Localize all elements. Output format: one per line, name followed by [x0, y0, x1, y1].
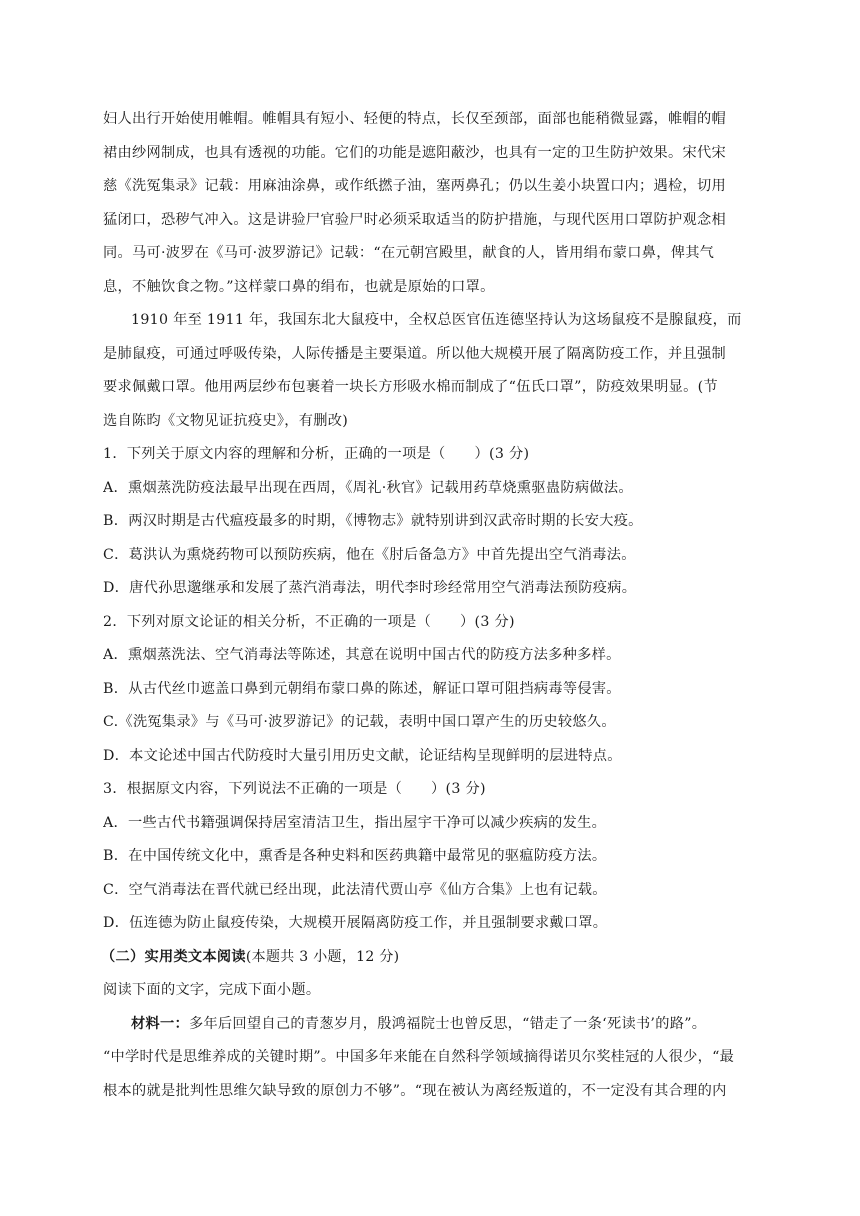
question-3 — [103, 776, 763, 944]
answer-option: C．葛洪认为熏烧药物可以预防疾病，他在《肘后备急方》中首先提出空气消毒法。 — [103, 546, 636, 563]
section-heading — [101, 944, 763, 978]
section-title: （二）实用类文本阅读 — [101, 948, 246, 965]
material-text: 多年后回望自己的青葱岁月，殷鸿福院士也曾反思，“错走了一条‘死读书’的路”。 — [188, 1015, 707, 1032]
material-label: 材料一： — [131, 1015, 189, 1032]
answer-option: A．熏烟蒸洗法、空气消毒法等陈述，其意在说明中国古代的防疫方法多种多样。 — [103, 647, 621, 663]
answer-option: A．一些古代书籍强调保持居室清洁卫生，指出屋宇干净可以减少疾病的发生。 — [103, 814, 607, 831]
text-line: 1910 年至 1911 年，我国东北大鼠疫中，全权总医官伍连德坚持认为这场鼠疫不是腺鼠疫，而 — [131, 312, 742, 328]
answer-option: C．空气消毒法在晋代就已经出现，此法清代贾山亭《仙方合集》上也有记载。 — [103, 881, 607, 898]
text-line: 选自陈昀《文物见证抗疫史》，有删改) — [103, 412, 349, 429]
answer-option: D．本文论述中国古代防疫时大量引用历史文献，论证结构呈现鲜明的层进特点。 — [103, 747, 622, 764]
text-line: 裙由纱网制成，也具有透视的功能。它们的功能是遮阳蔽沙，也具有一定的卫生防护效果。宋代宋 — [103, 144, 726, 161]
text-line: “中学时代是思维养成的关键时期”。中国多年来能在自然科学领域摘得诺贝尔奖桂冠的人很少，“最 — [103, 1049, 735, 1065]
material-one — [103, 1011, 763, 1112]
answer-option: C.《洗冤集录》与《马可·波罗游记》的记载，表明中国口罩产生的历史较悠久。 — [103, 714, 616, 730]
answer-option: A．熏烟蒸洗防疫法最早出现在西周，《周礼·秋官》记载用药草烧熏驱蛊防病做法。 — [103, 479, 633, 496]
passage-paragraph-1 — [103, 106, 763, 307]
section-note: (本题共 3 小题，12 分) — [245, 948, 400, 965]
question-stem: 1．下列关于原文内容的理解和分析，正确的一项是（ ）(3 分) — [103, 446, 530, 462]
passage-paragraph-2 — [103, 307, 763, 441]
text-line: 是肺鼠疫，可通过呼吸传染，人际传播是主要渠道。所以他大规模开展了隔离防疫工作，并且强制 — [103, 345, 726, 362]
document-page — [103, 106, 763, 1111]
answer-option: B．在中国传统文化中，熏香是各种史料和医药典籍中最常见的驱瘟防疫方法。 — [103, 848, 607, 864]
answer-option: D．唐代孙思邈继承和发展了蒸汽消毒法，明代李时珍经常用空气消毒法预防疫病。 — [103, 580, 637, 596]
question-1 — [103, 441, 763, 609]
text-line: 要求佩戴口罩。他用两层纱布包裹着一块长方形吸水棉而制成了“伍氏口罩”，防疫效果明显。(节 — [103, 379, 718, 395]
answer-option: B．从古代丝巾遮盖口鼻到元朝绢布蒙口鼻的陈述，解证口罩可阻挡病毒等侵害。 — [103, 680, 621, 697]
question-2 — [103, 609, 763, 777]
answer-option: D．伍连德为防止鼠疫传染，大规模开展隔离防疫工作，并且强制要求戴口罩。 — [103, 915, 608, 931]
text-line — [103, 1011, 763, 1045]
text-line: 根本的就是批判性思维欠缺导致的原创力不够”。“现在被认为离经叛道的，不一定没有其合理的内 — [103, 1082, 727, 1099]
text-line: 慈《洗冤集录》记载：用麻油涂鼻，或作纸撚子油，塞两鼻孔；仍以生姜小块置口内；遇检，切用 — [103, 178, 726, 194]
answer-option: B．两汉时期是古代瘟疫最多的时期，《博物志》就特别讲到汉武帝时期的长安大疫。 — [103, 513, 643, 529]
question-stem: 3．根据原文内容，下列说法不正确的一项是（ ）(3 分) — [103, 781, 486, 797]
section-instruction: 阅读下面的文字，完成下面小题。 — [103, 982, 321, 998]
question-stem: 2．下列对原文论证的相关分析，不正确的一项是（ ）(3 分) — [103, 613, 515, 630]
text-line: 同。马可·波罗在《马可·波罗游记》记载：“在元朝宫殿里，献食的人，皆用绢布蒙口鼻，俾其气 — [103, 245, 715, 261]
text-line: 猛闭口，恐秽气冲入。这是讲验尸官验尸时必须采取适当的防护措施，与现代医用口罩防护观念相 — [103, 211, 726, 228]
text-line: 妇人出行开始使用帷帽。帷帽具有短小、轻便的特点，长仅至颈部，面部也能稍微显露，帷帽的帽 — [103, 111, 726, 127]
text-line: 息，不触饮食之物。”这样蒙口鼻的绢布，也就是原始的口罩。 — [103, 278, 495, 295]
